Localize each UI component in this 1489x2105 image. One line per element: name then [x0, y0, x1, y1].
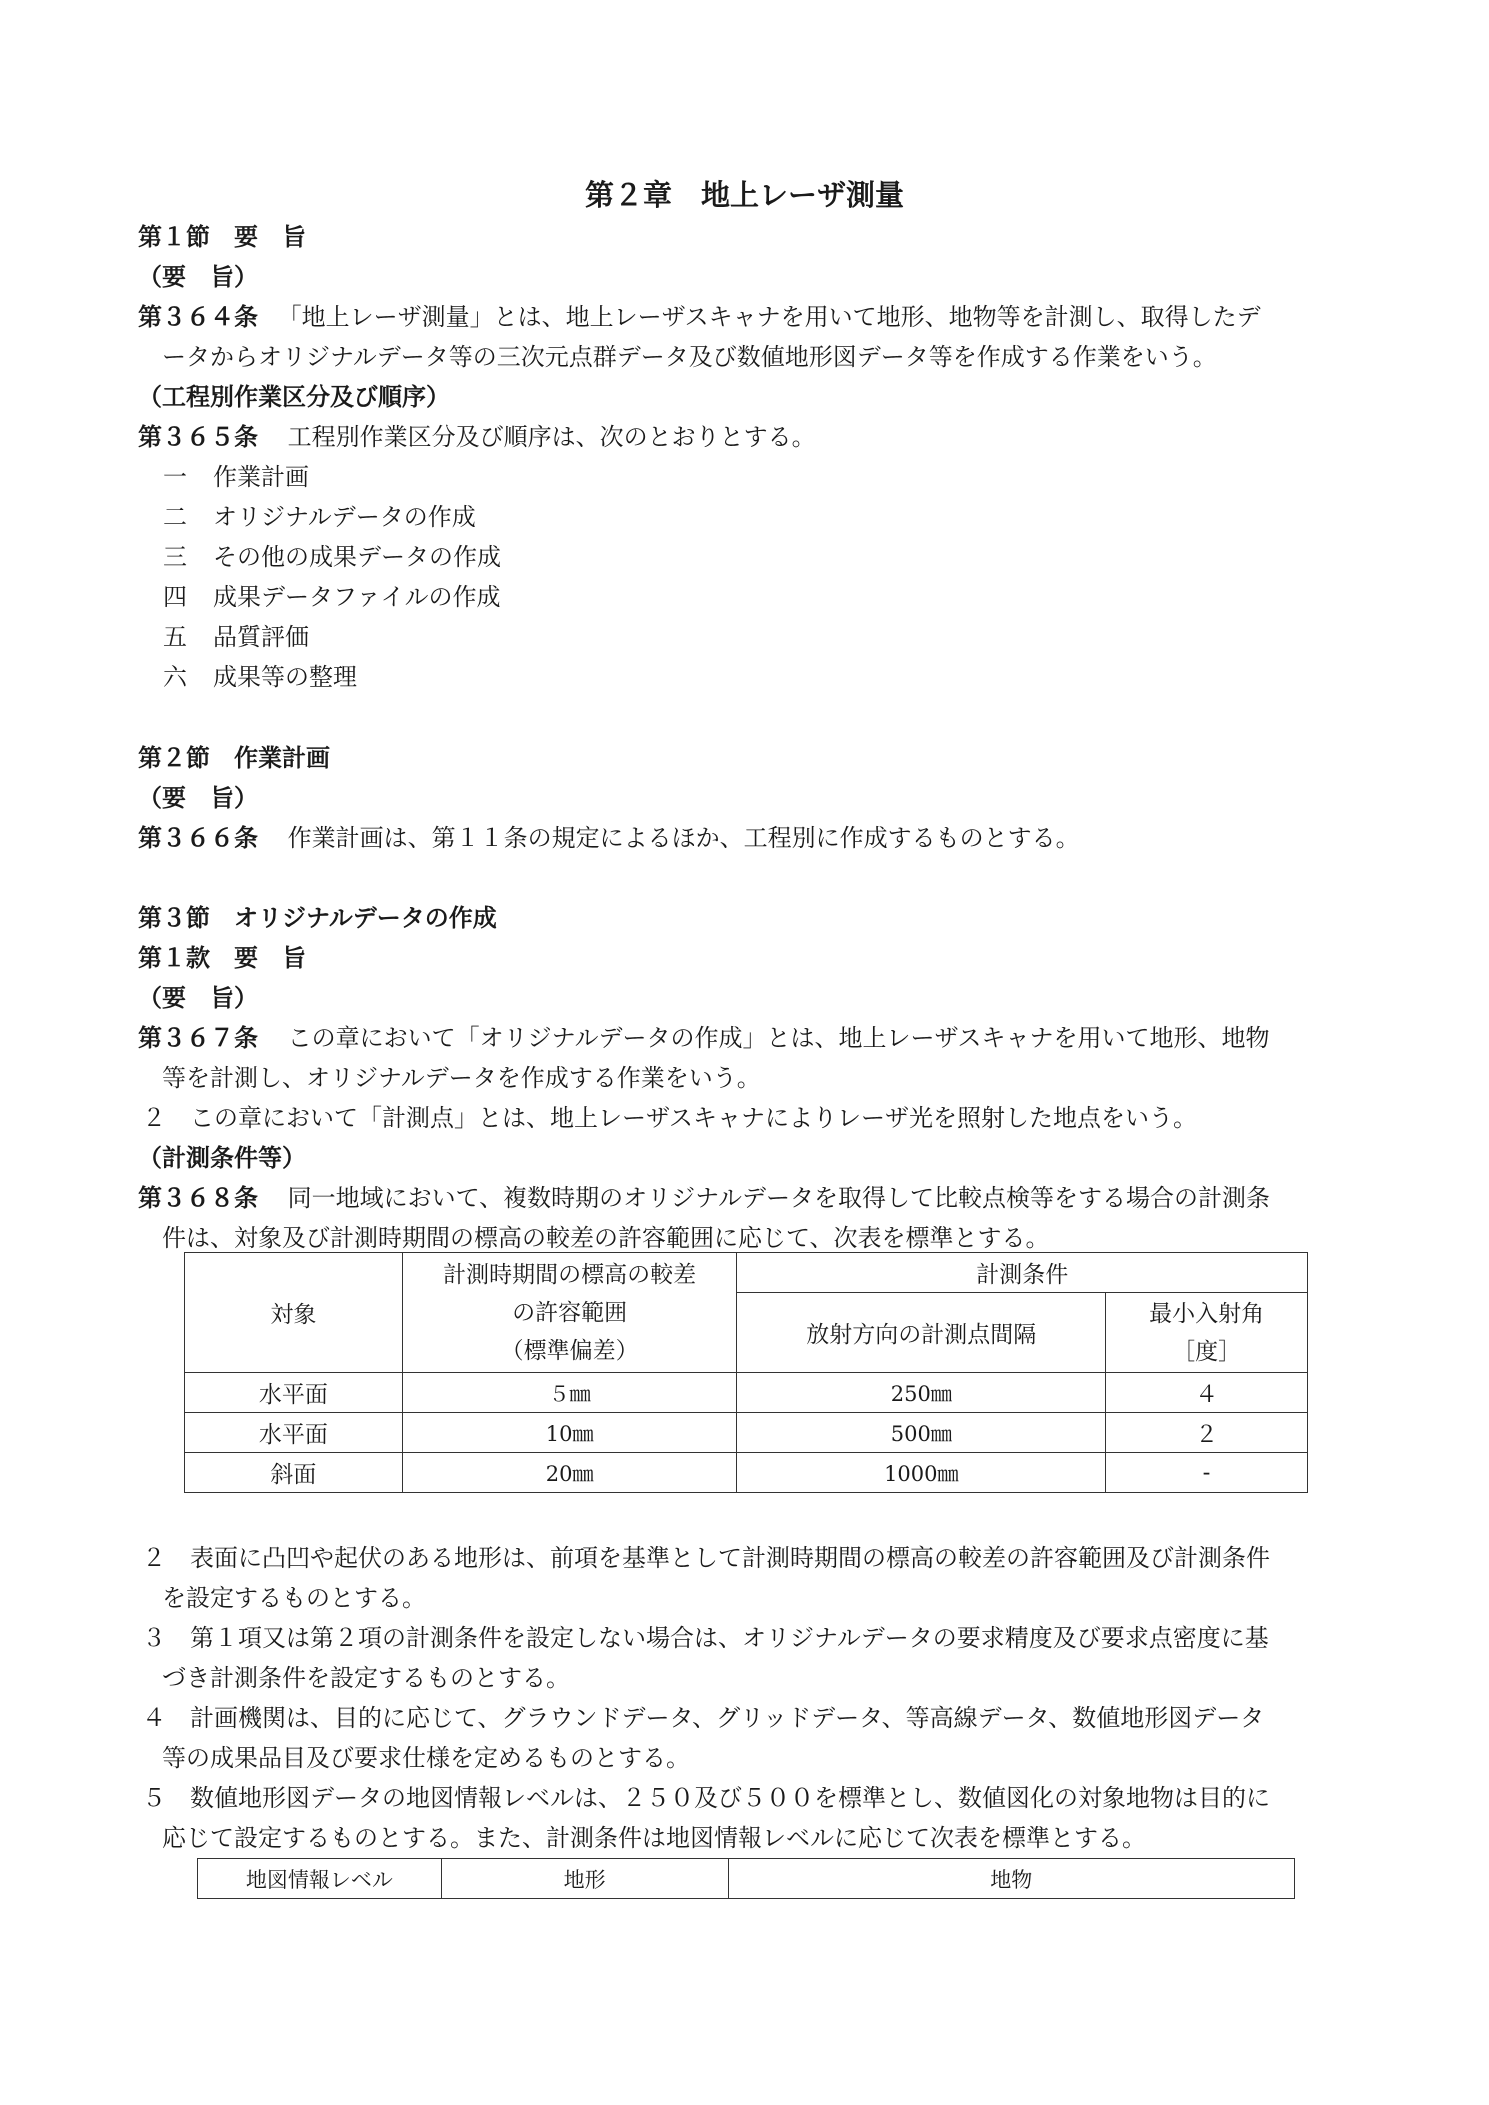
article-368-caption: （計測条件等） [138, 1144, 306, 1172]
article-364-line-2: ータからオリジナルデータ等の三次元点群データ及び数値地形図データ等を作成する作業をいう。 [162, 343, 1217, 371]
table-row [185, 1373, 1308, 1413]
header-terrain: 地形 [441, 1859, 728, 1899]
section-2-heading: 第２節 作業計画 [138, 744, 330, 772]
article-367-number: 第３６７条 [138, 1024, 258, 1052]
article-366 [138, 823, 1080, 853]
article-366-number: 第３６６条 [138, 824, 258, 852]
header-target: 対象 [185, 1253, 403, 1373]
list-item-text: 作業計画 [213, 463, 309, 491]
table-row [185, 1453, 1308, 1493]
article-365-caption: （工程別作業区分及び順序） [138, 383, 450, 411]
paragraph-5-line-1: ５ 数値地形図データの地図情報レベルは、２５０及び５００を標準とし、数値図化の対象地物は目的に [142, 1784, 1270, 1812]
table-header-row [198, 1859, 1295, 1899]
list-item [163, 622, 309, 652]
section-1-heading: 第１節 要 旨 [138, 223, 306, 251]
cell-target: 斜面 [185, 1453, 403, 1493]
map-level-table [197, 1858, 1295, 1899]
header-tolerance-line-2: の許容範囲 [512, 1299, 628, 1326]
paragraph-4-line-1: ４ 計画機関は、目的に応じて、グラウンドデータ、グリッドデータ、等高線データ、数値地形図データ [142, 1704, 1265, 1732]
article-367-line-2: 等を計測し、オリジナルデータを作成する作業をいう。 [162, 1064, 761, 1092]
list-item-text: 成果データファイルの作成 [213, 583, 501, 611]
paragraph-4-line-2: 等の成果品目及び要求仕様を定めるものとする。 [162, 1744, 690, 1772]
cell-angle: ４ [1106, 1373, 1308, 1413]
chapter-title: 第２章 地上レーザ測量 [585, 178, 905, 212]
article-364-line-1: 「地上レーザ測量」とは、地上レーザスキャナを用いて地形、地物等を計測し、取得したデ [277, 303, 1261, 331]
paragraph-2-line-2: を設定するものとする。 [162, 1584, 426, 1612]
list-item [163, 502, 476, 532]
header-point-interval: 放射方向の計測点間隔 [737, 1293, 1106, 1373]
article-368-line-1: 同一地域において、複数時期のオリジナルデータを取得して比較点検等をする場合の計測条 [287, 1184, 1270, 1212]
article-368 [138, 1183, 1270, 1213]
list-item-number: 四 [163, 583, 187, 611]
article-367-paragraph-2: ２ この章において「計測点」とは、地上レーザスキャナによりレーザ光を照射した地点をいう。 [142, 1104, 1198, 1132]
article-365 [138, 422, 816, 452]
header-measurement-conditions: 計測条件 [737, 1253, 1308, 1293]
list-item-number: 五 [163, 623, 187, 651]
list-item-number: 二 [163, 503, 187, 531]
article-365-text: 工程別作業区分及び順序は、次のとおりとする。 [287, 423, 816, 451]
list-item [163, 542, 501, 572]
table-header-row [185, 1253, 1308, 1293]
article-368-line-2: 件は、対象及び計測時期間の標高の較差の許容範囲に応じて、次表を標準とする。 [162, 1224, 1050, 1252]
cell-interval: 500㎜ [737, 1413, 1106, 1453]
paragraph-5-line-2: 応じて設定するものとする。また、計測条件は地図情報レベルに応じて次表を標準とする。 [162, 1824, 1146, 1852]
article-364-number: 第３６４条 [138, 303, 258, 331]
cell-range: 20㎜ [402, 1453, 737, 1493]
paragraph-2-line-1: ２ 表面に凸凹や起伏のある地形は、前項を基準として計測時期間の標高の較差の許容範囲及び計測条件 [142, 1544, 1270, 1572]
section-3-heading: 第３節 オリジナルデータの作成 [138, 904, 497, 932]
cell-angle: - [1106, 1453, 1308, 1493]
measurement-conditions-table [184, 1252, 1308, 1493]
article-366-text: 作業計画は、第１１条の規定によるほか、工程別に作成するものとする。 [287, 824, 1080, 852]
header-tolerance-line-3: （標準偏差） [500, 1337, 639, 1364]
list-item-number: 六 [163, 663, 187, 691]
header-tolerance-range [402, 1253, 737, 1373]
list-item-number: 三 [163, 543, 187, 571]
cell-target: 水平面 [185, 1373, 403, 1413]
cell-interval: 1000㎜ [737, 1453, 1106, 1493]
header-min-incidence-angle [1106, 1293, 1308, 1373]
article-367-line-1: この章において「オリジナルデータの作成」とは、地上レーザスキャナを用いて地形、地物 [287, 1024, 1270, 1052]
header-feature: 地物 [728, 1859, 1294, 1899]
list-item-number: 一 [163, 463, 187, 491]
list-item [163, 662, 357, 692]
header-angle-line-2: ［度］ [1172, 1338, 1242, 1365]
section-1-caption: （要 旨） [138, 263, 258, 291]
list-item-text: オリジナルデータの作成 [213, 503, 476, 531]
article-367 [138, 1023, 1269, 1053]
table-row [185, 1413, 1308, 1453]
header-tolerance-line-1: 計測時期間の標高の較差 [443, 1261, 697, 1288]
article-368-number: 第３６８条 [138, 1184, 258, 1212]
cell-range: 10㎜ [402, 1413, 737, 1453]
cell-range: ５㎜ [402, 1373, 737, 1413]
cell-interval: 250㎜ [737, 1373, 1106, 1413]
list-item [163, 582, 501, 612]
article-365-number: 第３６５条 [138, 423, 258, 451]
cell-target: 水平面 [185, 1413, 403, 1453]
article-364 [138, 302, 1261, 332]
section-3-subheading: 第１款 要 旨 [138, 944, 306, 972]
list-item [163, 462, 309, 492]
header-angle-line-1: 最小入射角 [1149, 1300, 1265, 1327]
cell-angle: ２ [1106, 1413, 1308, 1453]
paragraph-3-line-2: づき計測条件を設定するものとする。 [162, 1664, 570, 1692]
list-item-text: その他の成果データの作成 [213, 543, 501, 571]
section-2-caption: （要 旨） [138, 784, 258, 812]
list-item-text: 品質評価 [213, 623, 309, 651]
article-367-caption: （要 旨） [138, 984, 258, 1012]
paragraph-3-line-1: ３ 第１項又は第２項の計測条件を設定しない場合は、オリジナルデータの要求精度及び要求点密度に基 [142, 1624, 1269, 1652]
header-map-info-level: 地図情報レベル [198, 1859, 442, 1899]
list-item-text: 成果等の整理 [213, 663, 357, 691]
